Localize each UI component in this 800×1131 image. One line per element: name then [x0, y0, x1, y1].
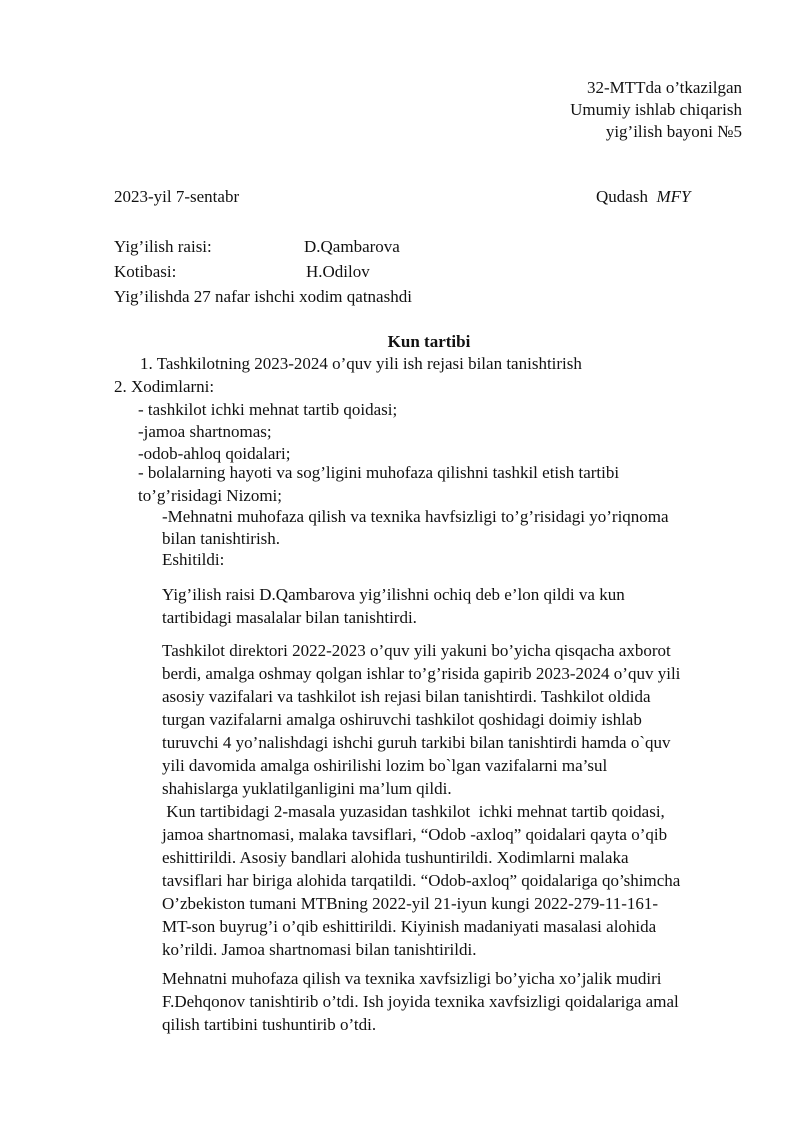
paragraph-line: eshittirildi. Asosiy bandlari alohida tushuntirildi. Xodimlarni malaka: [162, 848, 629, 867]
paragraph-line: berdi, amalga oshmay qolgan ishlar to’g’risida gapirib 2023-2024 o’quv yili: [162, 664, 681, 683]
meeting-place: [596, 186, 690, 208]
agenda-subitem-4a: - bolalarning hayoti va sog’ligini muhofaza qilishni tashkil etish tartibi: [138, 463, 620, 482]
chair-name: D.Qambarova: [304, 237, 400, 256]
agenda-subitem-1: - tashkilot ichki mehnat tartib qoidasi;: [138, 400, 398, 419]
paragraph-line: MT-son buyrug’i o’qib eshittirildi. Kiyinish madaniyati masalasi alohida: [162, 917, 657, 936]
header-line-3: yig’ilish bayoni №5: [605, 122, 742, 141]
paragraph-line: O’zbekiston tumani MTBning 2022-yil 21-iyun kungi 2022-279-11-161-: [162, 894, 659, 913]
paragraph-line: shahislarga yuklatilganligini ma’lum qildi.: [162, 779, 452, 798]
secretary-name: H.Odilov: [306, 262, 370, 281]
header-line-2: Umumiy ishlab chiqarish: [570, 100, 742, 119]
paragraph-line: Mehnatni muhofaza qilish va texnika xavfsizligi bo’yicha xo’jalik mudiri: [162, 969, 662, 988]
paragraph-opening: [162, 583, 752, 629]
agenda-subitem-3: -odob-ahloq qoidalari;: [138, 444, 291, 463]
place-name: Qudash: [596, 187, 648, 206]
heard-label: Eshitildi:: [162, 550, 225, 569]
agenda-item-1: 1. Tashkilotning 2023-2024 o’quv yili ish rejasi bilan tanishtirish: [140, 354, 582, 373]
paragraph-line: Yig’ilish raisi D.Qambarova yig’ilishni ochiq deb e’lon qildi va kun: [162, 585, 625, 604]
chair-label: Yig’ilish raisi:: [114, 237, 212, 256]
paragraph-line: Tashkilot direktori 2022-2023 o’quv yili yakuni bo’yicha qisqacha axborot: [162, 641, 671, 660]
meeting-date: 2023-yil 7-sentabr: [114, 187, 240, 206]
paragraph-line: asosiy vazifalari va tashkilot ish rejasi bilan tanishtirdi. Tashkilot oldida: [162, 687, 651, 706]
paragraph-line: tartibidagi masalalar bilan tanishtirdi.: [162, 608, 417, 627]
attendance-text: Yig’ilishda 27 nafar ishchi xodim qatnashdi: [114, 287, 412, 306]
agenda-subitem-2: -jamoa shartnomas;: [138, 422, 272, 441]
agenda-item-2: 2. Xodimlarni:: [114, 377, 215, 396]
paragraph-line: F.Dehqonov tanishtirib o’tdi. Ish joyida texnika xavfsizligi qoidalariga amal: [162, 992, 679, 1011]
header-line-1: 32-MTTda o’tkazilgan: [586, 78, 742, 97]
paragraph-line: tavsiflari har biriga alohida tarqatildi. “Odob-axloq” qoidalariga qo’shimcha: [162, 871, 681, 890]
paragraph-safety: [162, 967, 752, 1036]
agenda-subitem-5a: -Mehnatni muhofaza qilish va texnika havfsizligi to’g’risidagi yo’riqnoma: [162, 507, 669, 526]
paragraph-line: Kun tartibidagi 2-masala yuzasidan tashkilot ichki mehnat tartib qoidasi,: [162, 802, 665, 821]
paragraph-line: turgan vazifalarni amalga oshiruvchi tashkilot qoshidagi doimiy ishlab: [162, 710, 642, 729]
paragraph-line: qilish tartibini tushuntirib o’tdi.: [162, 1015, 377, 1034]
agenda-title: Kun tartibi: [387, 332, 471, 351]
paragraph-line: turuvchi 4 yo’nalishdagi ishchi guruh tarkibi bilan tanishtirdi hamda o`quv: [162, 733, 671, 752]
agenda-subitem-4b: to’g’risidagi Nizomi;: [138, 486, 283, 505]
agenda-subitem-5b: bilan tanishtirish.: [162, 529, 281, 548]
secretary-label: Kotibasi:: [114, 262, 177, 281]
paragraph-agenda-item-2: [162, 800, 752, 961]
place-suffix: MFY: [656, 187, 691, 206]
paragraph-line: ko’rildi. Jamoa shartnomasi bilan tanishtirildi.: [162, 940, 477, 959]
paragraph-director-report: [162, 639, 752, 800]
paragraph-line: jamoa shartnomasi, malaka tavsiflari, “Odob -axloq” qoidalari qayta o’qib: [162, 825, 668, 844]
paragraph-line: yili davomida amalga oshirilishi lozim bo`lgan vazifalarni ma’sul: [162, 756, 608, 775]
